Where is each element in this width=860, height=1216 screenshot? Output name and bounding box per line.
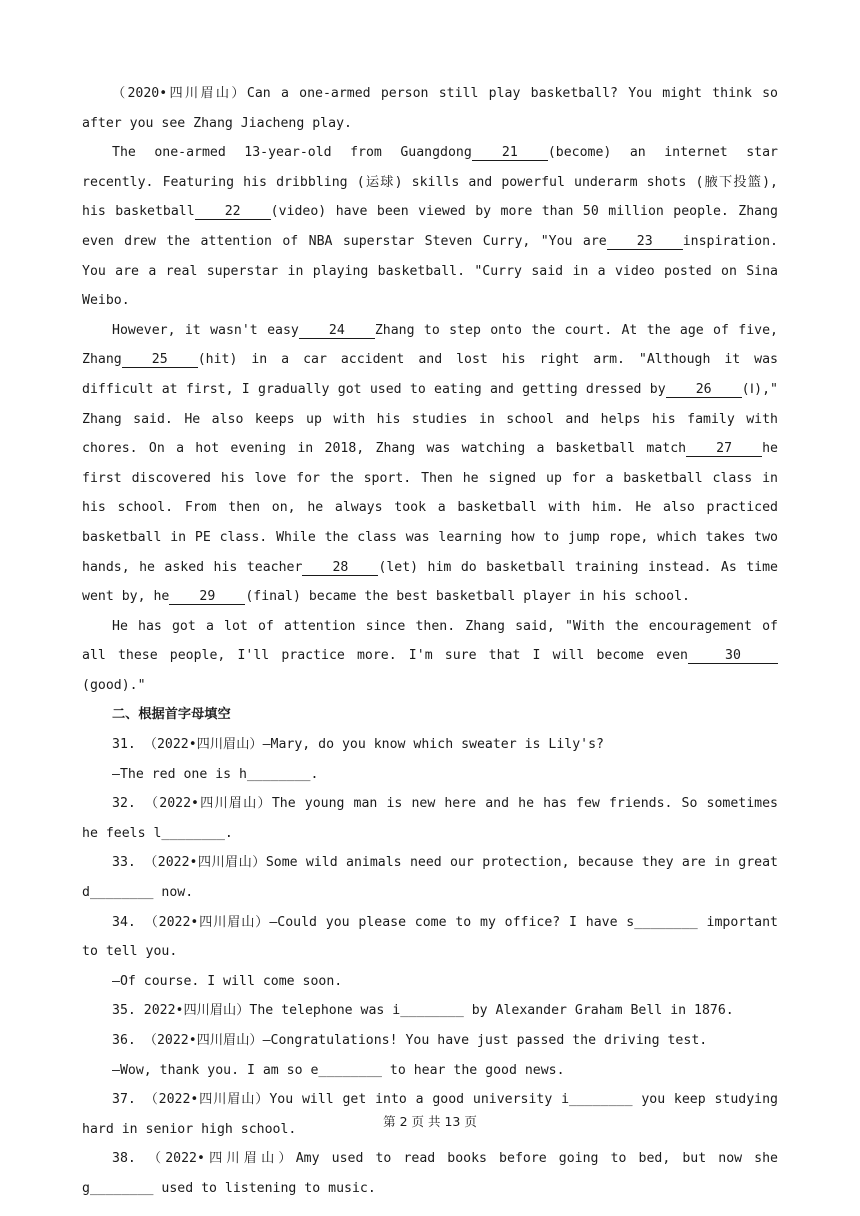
passage-text: (final) became the best basketball player in his school. xyxy=(245,589,690,605)
passage-intro: （2020•四川眉山）Can a one-armed person still play basketball? You might think so after you see Zhang Jiacheng play. xyxy=(82,86,778,131)
blank-27: 27 xyxy=(686,441,762,457)
question-33: 33. （2022•四川眉山）Some wild animals need our protection, because they are in great d________ now. xyxy=(82,855,778,901)
passage-text: he first discovered his love for the sport. Then he signed up for a basketball class in his school. From then on, he always took a basketball with him. He also practiced basketball in PE class. While the class was learning how to jump rope, which takes two hands, he asked his teacher xyxy=(82,441,778,575)
passage-text: (become) an internet star recently. Featuring his dribbling (运球) skills and powerful underarm shots (腋下投篮), his basketball xyxy=(82,145,778,220)
question-31-answer: —The red one is h________. xyxy=(112,766,319,782)
question-37: 37. （2022•四川眉山）You will get into a good university i________ you keep studying hard in senior high school. xyxy=(82,1092,778,1137)
question-36-answer: —Wow, thank you. I am so e________ to hear the good news. xyxy=(112,1062,565,1078)
blank-24: 24 xyxy=(299,323,375,339)
blank-26: 26 xyxy=(666,382,742,398)
passage-text: He has got a lot of attention since then. Zhang said, "With the encouragement of all these people, I'll practice more. I'm sure that I will become even xyxy=(82,618,778,664)
blank-21: 21 xyxy=(472,145,548,161)
passage-text: (hit) in a car accident and lost his right arm. "Although it was difficult at first, I gradually got used to eating and getting dressed by xyxy=(82,352,778,397)
blank-29: 29 xyxy=(169,589,245,605)
section-heading: 二、根据首字母填空 xyxy=(112,707,231,723)
passage-text: (good)." xyxy=(82,677,146,693)
passage-paragraph-2 xyxy=(82,316,778,612)
blank-25: 25 xyxy=(122,352,198,368)
passage-text: However, it wasn't easy xyxy=(112,322,299,338)
passage-text: (Ⅰ)," Zhang said. He also keeps up with his studies in school and helps his family with chores. On a hot evening in 2018, Zhang was watching a basketball match xyxy=(82,381,778,457)
passage-text: (let) him do basketball training instead. As time went by, he xyxy=(82,559,778,605)
question-34: 34. （2022•四川眉山）—Could you please come to my office? I have s________ important to tell you. xyxy=(82,914,778,960)
passage-text: inspiration. You are a real superstar in playing basketball. "Curry said in a video posted on Sina Weibo. xyxy=(82,233,778,309)
blank-30: 30 xyxy=(688,648,778,664)
blank-23: 23 xyxy=(607,234,683,250)
passage-text: Zhang to step onto the court. At the age of five, Zhang xyxy=(82,322,778,368)
passage-text: (video) have been viewed by more than 50 million people. Zhang even drew the attention of NBA superstar Steven Curry, "You are xyxy=(82,204,778,249)
question-36: 36. （2022•四川眉山）—Congratulations! You have just passed the driving test. xyxy=(112,1033,708,1048)
question-38: 38. （2022•四川眉山）Amy used to read books before going to bed, but now she g________ used to listening to music. xyxy=(82,1151,778,1196)
passage-paragraph-1 xyxy=(82,138,778,316)
blank-22: 22 xyxy=(195,204,271,220)
question-35: 35. 2022•四川眉山）The telephone was i________ by Alexander Graham Bell in 1876. xyxy=(112,1003,734,1019)
document-page xyxy=(82,79,778,1204)
passage-paragraph-3 xyxy=(82,612,778,701)
question-31: 31. （2022•四川眉山）—Mary, do you know which sweater is Lily's? xyxy=(112,737,604,753)
question-32: 32. （2022•四川眉山）The young man is new here and he has few friends. So sometimes he feels l________. xyxy=(82,796,778,841)
page-footer: 第 2 页 共 13 页 xyxy=(383,1114,477,1129)
blank-28: 28 xyxy=(302,560,378,576)
passage-text: The one-armed 13-year-old from Guangdong xyxy=(112,145,472,161)
question-34-answer: —Of course. I will come soon. xyxy=(112,973,343,989)
